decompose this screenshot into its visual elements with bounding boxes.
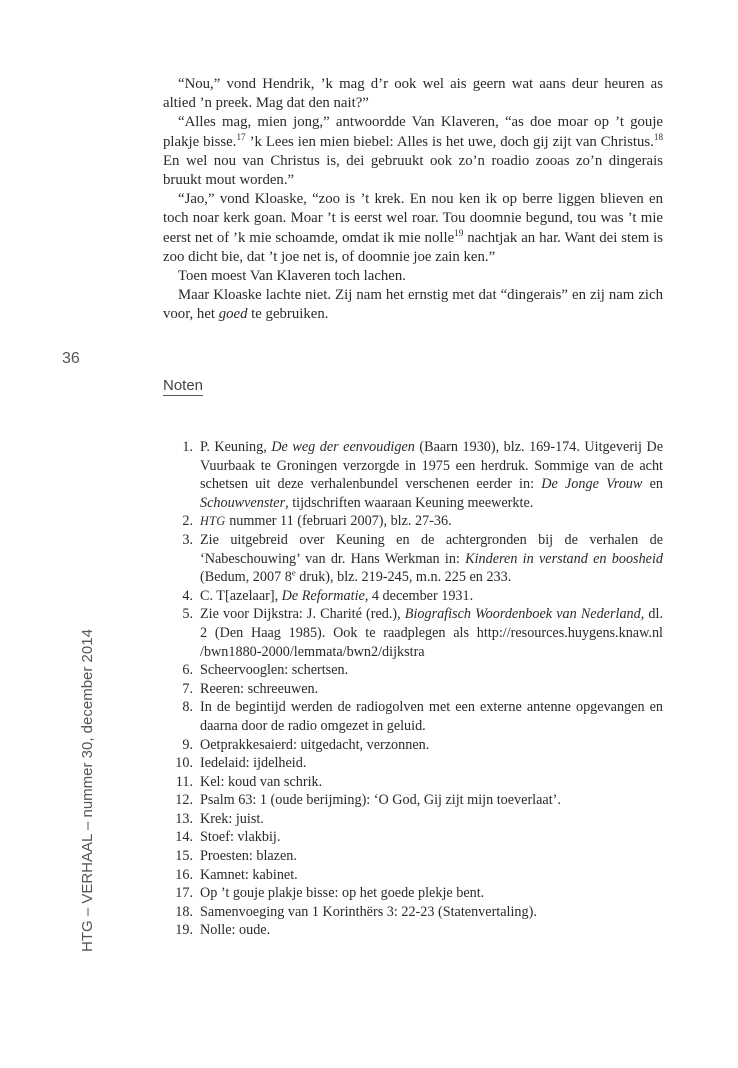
- paragraph: “Alles mag, mien jong,” antwoordde Van Klaveren, “as doe moar op ’t gouje plakje bisse.$^{17}$ ’k Lees ien mien biebel: Alles is het uwe, doch gij zijt van Christus.$^{18}$ En wel nou van Christus is, dei gebruukt ook zo’n roadio zooas zo’n dingerais bruukt mout worden.”: [163, 114, 664, 189]
- note-item: 14. Stoef: vlakbij.: [175, 829, 281, 846]
- notes-heading: Noten: [163, 377, 204, 394]
- running-head: HTG – VERHAAL – nummer 30, december 2014: [79, 629, 96, 952]
- note-item: 13. Krek: juist.: [175, 810, 264, 827]
- note-item: 18. Samenvoeging van 1 Korinthërs 3: 22-23 (Statenvertaling).: [175, 903, 537, 920]
- note-item: 10. Iedelaid: ijdelheid.: [175, 755, 307, 772]
- footnote-ref: 19: [454, 227, 464, 238]
- note-item: 2. HTG nummer 11 (februari 2007), blz. 27-36.: [182, 513, 452, 530]
- notes-list: [163, 438, 663, 940]
- note-item: 1. P. Keuning, De weg der eenvoudigen (Baarn 1930), blz. 169-174. Uitgeverij De Vuurbaak te Groningen verzorgde in 1975 een herdruk. Sommige van de acht schetsen uit deze verhalenbundel verschenen eerder in: De Jonge Vrouw en Schouwvenster, tijdschriften waaraan Keuning meewerkte.: [182, 439, 663, 511]
- paragraph: “Nou,” vond Hendrik, ’k mag d’r ook wel ais geern wat aans deur heuren as altied ’n preek. Mag dat den nait?”: [163, 76, 663, 112]
- note-item: 7. Reeren: schreeuwen.: [182, 680, 319, 697]
- note-item: 6. Scheervooglen: schertsen.: [182, 662, 349, 679]
- note-item: 19. Nolle: oude.: [175, 922, 271, 939]
- paragraph: “Jao,” vond Kloaske, “zoo is ’t krek. En nou ken ik op berre liggen blieven en toch noar kerk goan. Moar ’t is eerst wel roar. Tou doomnie begund, tou was ’t mie eerst net of ’k mie schoamde, omdat ik mie nolle$^{19}$ nachtjak an har. Want dei stem is zoo dicht bie, dat ’t joe net is, of doomnie joe zain ken.”: [163, 191, 663, 265]
- note-item: 9. Oetprakkesaierd: uitgedacht, verzonnen.: [182, 736, 430, 753]
- footnote-ref: 18: [653, 131, 664, 142]
- note-item: 17. Op ’t gouje plakje bisse: op het goede plekje bent.: [175, 885, 485, 902]
- story-text: [163, 75, 663, 325]
- footnote-ref: 17: [236, 131, 246, 142]
- note-item: 5. Zie voor Dijkstra: J. Charité (red.), Biografisch Woordenboek van Nederland, dl. 2 (Den Haag 1985). Ook te raadplegen als http://resources.huygens.knaw.nl /bwn1880-2000/lemmata/bwn2/dijkstra: [182, 606, 663, 660]
- note-item: 15. Proesten: blazen.: [175, 848, 297, 865]
- note-item: 3. Zie uitgebreid over Keuning en de achtergronden bij de verhalen de ‘Nabeschouwing’ van dr. Hans Werkman in: Kinderen in verstand en boosheid (Bedum, 2007 8e druk), blz. 219-245, m.n. 225 en 233.: [182, 531, 663, 586]
- paragraph: Maar Kloaske lachte niet. Zij nam het ernstig met dat “dingerais” en zij nam zich voor, het goed te gebruiken.: [163, 287, 663, 323]
- note-item: 16. Kamnet: kabinet.: [175, 866, 298, 883]
- note-item: 4. C. T[azelaar], De Reformatie, 4 december 1931.: [182, 587, 474, 604]
- note-item: 12. Psalm 63: 1 (oude berijming): ‘O God, Gij zijt mijn toeverlaat’.: [175, 792, 561, 809]
- page-number: 36: [62, 350, 80, 367]
- note-item: 8. In de begintijd werden de radiogolven met een externe antenne opgevangen en daarna door de radio omgezet in geluid.: [182, 699, 663, 734]
- note-item: 11. Kel: koud van schrik.: [175, 773, 323, 790]
- paragraph: Toen moest Van Klaveren toch lachen.: [178, 268, 406, 285]
